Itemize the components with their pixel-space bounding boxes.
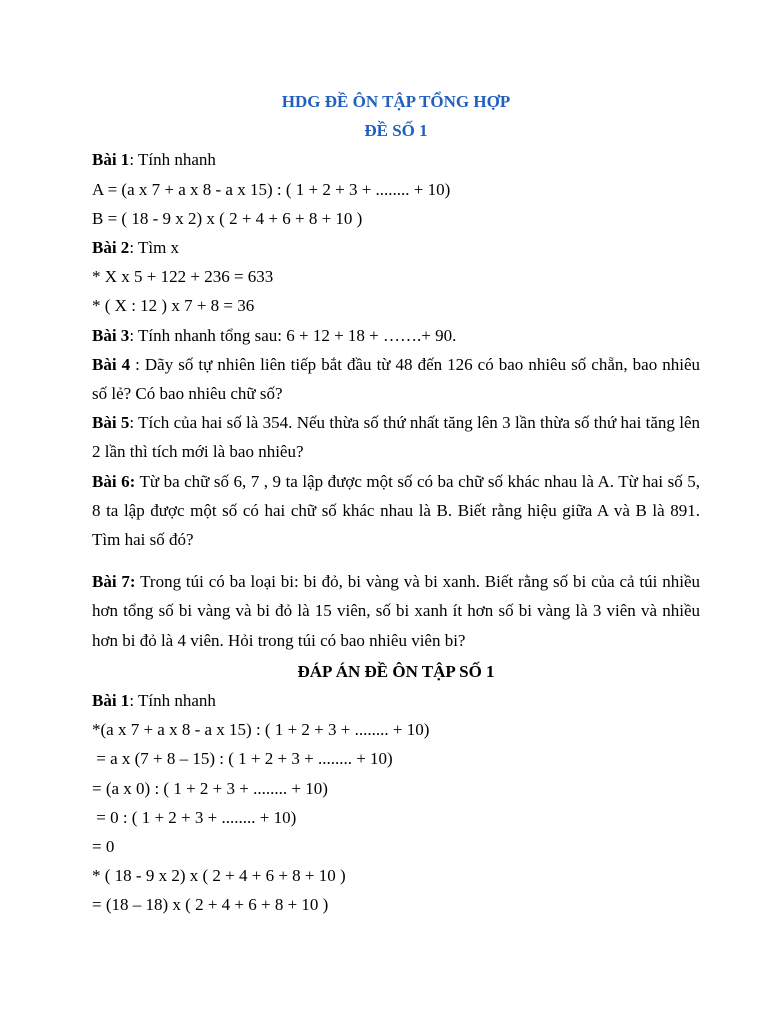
exercise-text: : Tích của hai số là 354. Nếu thừa số thứ nhất tăng lên 3 lần thừa số thứ hai tăng lên 2 lần thì tích mới là bao nhiêu? [92,413,700,462]
exercise-5 [92,408,700,466]
exercise-2-line-1: * X x 5 + 122 + 236 = 633 [92,267,274,287]
exercise-label: Bài 6: [92,471,136,491]
exercise-label: Bài 3 [92,325,130,345]
answer-label: Bài 1 [92,691,130,711]
exercise-label: Bài 1 [92,150,130,170]
answers-title: ĐÁP ÁN ĐỀ ÔN TẬP SỐ 1 [297,661,495,681]
answer-line: = a x (7 + 8 – 15) : ( 1 + 2 + 3 + ........ + 10) [92,749,393,769]
exercise-3 [92,321,700,350]
exercise-text: : Tính nhanh tổng sau: 6 + 12 + 18 + …….+ 90. [129,325,457,345]
exercise-2-line-2: * ( X : 12 ) x 7 + 8 = 36 [92,296,255,316]
exercise-2-heading [92,233,700,262]
exercise-1-heading [92,145,700,174]
answer-line: = 0 [92,837,115,857]
answer-line: *(a x 7 + a x 8 - a x 15) : ( 1 + 2 + 3 + ........ + 10) [92,720,430,740]
exercise-4 [92,350,700,408]
exercise-text: : Tính nhanh [129,150,216,170]
answer-line: * ( 18 - 9 x 2) x ( 2 + 4 + 6 + 8 + 10 ) [92,866,346,886]
exercise-label: Bài 4 [92,354,131,374]
exercise-1-line-b: B = ( 18 - 9 x 2) x ( 2 + 4 + 6 + 8 + 10 ) [92,208,363,228]
exercise-text: : Dãy số tự nhiên liên tiếp bắt đầu từ 48 đến 126 có bao nhiêu số chẵn, bao nhiêu số lẻ? Có bao nhiêu chữ số? [92,354,700,404]
exercise-label: Bài 5 [92,413,130,433]
answer-line: = 0 : ( 1 + 2 + 3 + ........ + 10) [92,807,297,827]
exercise-label: Bài 7: [92,572,136,592]
answer-text: : Tính nhanh [129,691,216,711]
exercise-label: Bài 2 [92,238,130,258]
exercise-1-line-a: A = (a x 7 + a x 8 - a x 15) : ( 1 + 2 + 3 + ........ + 10) [92,179,451,199]
answer-line: = (18 – 18) x ( 2 + 4 + 6 + 8 + 10 ) [92,895,329,915]
exercise-text: Từ ba chữ số 6, 7 , 9 ta lập được một số có ba chữ số khác nhau là A. Từ hai số 5, 8 ta lập được một số có hai chữ số khác nhau là B. Biết rằng hiệu giữa A và B là 891. Tìm hai số đó? [92,471,700,550]
exercise-7 [92,567,700,655]
answer-1-heading [92,686,700,715]
exercise-text: : Tìm x [129,238,180,258]
exercise-text: Trong túi có ba loại bi: bi đỏ, bi vàng và bi xanh. Biết rằng số bi của cả túi nhiều hơn tổng số bi vàng và bi đỏ là 15 viên, số bi xanh ít hơn số bi vàng là 3 viên và nhiều hơn bi đỏ là 4 viên. Hỏi trong túi có bao nhiêu viên bi? [92,572,700,650]
document-subtitle: ĐỀ SỐ 1 [364,121,428,141]
document-title: HDG ĐỀ ÔN TẬP TỔNG HỢP [281,92,511,111]
answer-line: = (a x 0) : ( 1 + 2 + 3 + ........ + 10) [92,778,328,798]
exercise-6 [92,467,700,555]
